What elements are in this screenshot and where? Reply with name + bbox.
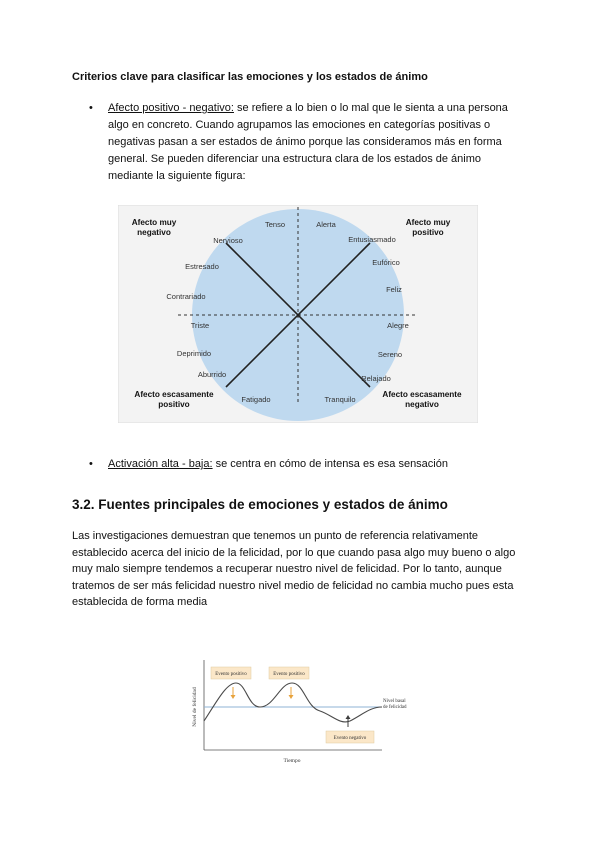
label-feliz: Feliz (386, 285, 402, 294)
event-label-2: Evento positivo (273, 672, 305, 677)
event-arrowhead-2 (289, 695, 294, 699)
x-axis-label: Tiempo (283, 758, 301, 764)
label-tranquilo: Tranquilo (324, 395, 356, 404)
event-arrowhead-3 (346, 715, 351, 719)
corner-top-left-line2: negativo (137, 228, 171, 237)
corner-bottom-left-line1: Afecto escasamente (134, 390, 214, 399)
baseline-label-line2: de felicidad (383, 705, 407, 710)
corner-bottom-right-line1: Afecto escasamente (382, 390, 462, 399)
bullet-text (108, 100, 518, 185)
bullet-body: se centra en cómo de intensa es esa sensación (212, 458, 448, 470)
corner-top-right-line2: positivo (412, 228, 444, 237)
section-2-paragraph: Las investigaciones demuestran que tenemos un punto de referencia relativamente establecido acerca del inicio de la felicidad, por lo que cuando pasa algo muy bueno o algo muy malo siempre tendemos a recuperar nuestro nivel de felicidad. Por lo tanto, aunque tratemos de ser más felicidad nuestro nivel medio de felicidad no cambia mucho pues esta establecida de forma media (72, 530, 516, 608)
bullet-activacion (0, 456, 600, 476)
label-aburrido: Aburrido (197, 370, 227, 379)
label-nervioso: Nervioso (213, 236, 243, 245)
bullet-afecto (0, 100, 600, 180)
label-entusiasmado: Entusiasmado (348, 235, 396, 244)
corner-top-left-line1: Afecto muy (131, 218, 177, 227)
corner-bottom-left-line2: positivo (158, 400, 190, 409)
label-alerta: Alerta (316, 220, 336, 229)
corner-top-right-line1: Afecto muy (405, 218, 451, 227)
corner-bottom-right-line2: negativo (405, 400, 439, 409)
bullet-term: Activación alta - baja: (108, 458, 213, 470)
event-label-1: Evento positivo (215, 672, 247, 677)
y-axis-label: Nivel de felicidad (192, 687, 198, 727)
bullet-body: se refiere a lo bien o lo mal que le sienta a una persona algo en concreto. Cuando agrupamos las emociones en categorías positivas o negativas pasan a ser estados de ánimo porque las consideramos más en forma general. Se pueden diferenciar una estructura clara de los estados de ánimo mediante la siguiente figura: (108, 102, 508, 182)
label-contrariado: Contrariado (166, 292, 206, 301)
label-estresado: Estresado (185, 262, 219, 271)
bullet-term: Afecto positivo - negativo: (108, 102, 234, 114)
label-triste: Triste (190, 321, 210, 330)
section-2-heading: 3.2. Fuentes principales de emociones y estados de ánimo (72, 497, 448, 512)
label-deprimido: Deprimido (176, 349, 212, 358)
label-euforico: Eufórico (372, 258, 400, 267)
bullet-text (108, 456, 518, 473)
section-heading: Criterios clave para clasificar las emociones y los estados de ánimo (72, 71, 428, 83)
happiness-curve (204, 683, 382, 722)
happiness-chart (180, 655, 420, 770)
label-alegre: Alegre (387, 321, 409, 330)
event-label-3: Evento negativo (333, 736, 367, 741)
bullet-dot: • (89, 102, 93, 114)
label-fatigado: Fatigado (241, 395, 271, 404)
event-arrowhead-1 (231, 695, 236, 699)
mood-wheel-figure (118, 205, 478, 423)
label-tenso: Tenso (264, 220, 286, 229)
label-sereno: Sereno (377, 350, 403, 359)
bullet-dot: • (89, 458, 93, 470)
baseline-label-line1: Nivel basal (383, 699, 406, 704)
label-relajado: Relajado (361, 374, 391, 383)
